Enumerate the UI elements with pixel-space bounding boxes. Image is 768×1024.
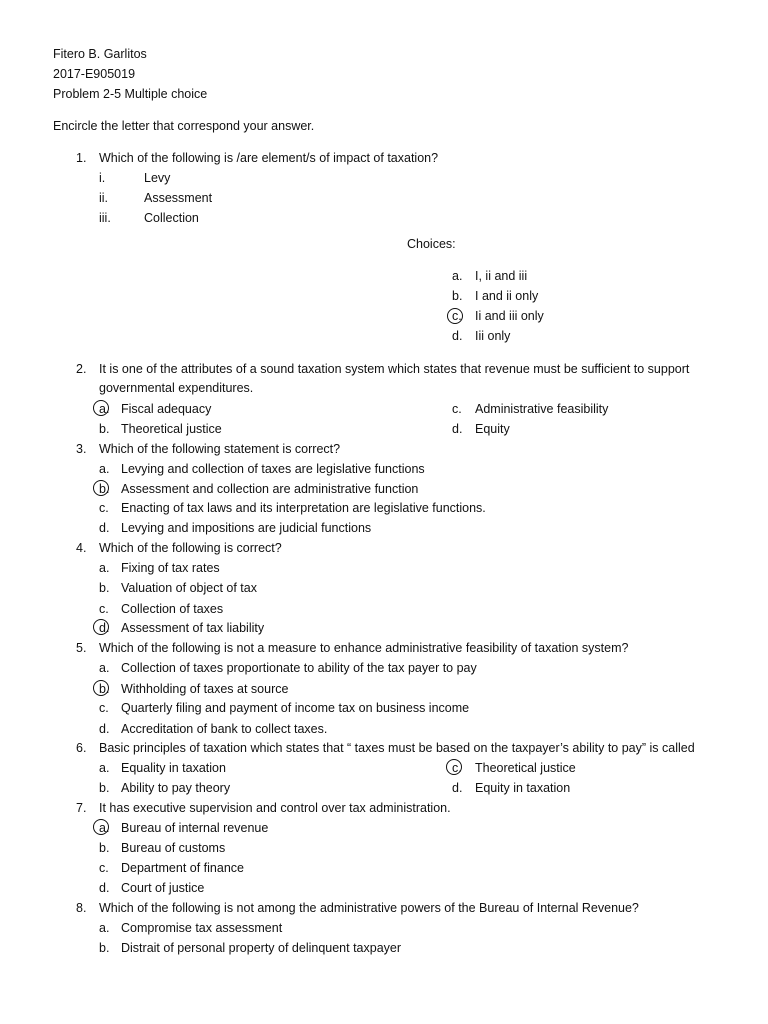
option-text: Court of justice [121,881,205,895]
option-letter[interactable]: a. [452,269,463,283]
question-number: 6. [76,741,87,755]
option-text: Compromise tax assessment [121,921,283,935]
option-letter[interactable]: c. [99,501,109,515]
question-number: 3. [76,442,87,456]
option-text: Department of finance [121,861,244,875]
option-text: I and ii only [475,289,539,303]
option-text: Fiscal adequacy [121,402,212,416]
question-number: 5. [76,641,87,655]
option-letter[interactable]: d. [99,722,110,736]
option-text: I, ii and iii [475,269,528,283]
option-letter[interactable]: a. [99,462,110,476]
option-text: Accreditation of bank to collect taxes. [121,722,328,736]
option-text: Ability to pay theory [121,781,231,795]
option-letter[interactable]: a. [99,821,110,835]
sub-item-label: i. [99,171,106,185]
option-text: Assessment and collection are administrative function [121,482,419,496]
option-text: Theoretical justice [121,422,222,436]
student-id: 2017-E905019 [53,67,136,81]
question-text: It is one of the attributes of a sound taxation system which states that revenue must be sufficient to support [99,362,690,376]
question-number: 1. [76,151,87,165]
question-text: Which of the following is not a measure to enhance administrative feasibility of taxation system? [99,641,629,655]
option-text: Theoretical justice [475,761,576,775]
question-number: 7. [76,801,87,815]
question-text: Which of the following is not among the administrative powers of the Bureau of Internal Revenue? [99,901,639,915]
question-number: 4. [76,541,87,555]
option-text: Collection of taxes proportionate to ability of the tax payer to pay [121,661,477,675]
question-text: Basic principles of taxation which states that “ taxes must be based on the taxpayer’s ability to pay” is called [99,741,695,755]
option-text: Bureau of internal revenue [121,821,269,835]
option-text: Equality in taxation [121,761,226,775]
sub-item-text: Collection [144,211,199,225]
option-letter[interactable]: a. [99,402,110,416]
option-text: Collection of taxes [121,602,224,616]
option-letter[interactable]: c. [452,402,462,416]
sub-item-label: iii. [99,211,111,225]
instruction-text: Encircle the letter that correspond your answer. [53,119,315,133]
option-letter[interactable]: b. [99,941,110,955]
option-text: Enacting of tax laws and its interpretation are legislative functions. [121,501,486,515]
option-text: Equity [475,422,510,436]
sub-item-label: ii. [99,191,109,205]
option-letter[interactable]: d. [99,881,110,895]
sub-item-text: Assessment [144,191,213,205]
option-text: Iii only [475,329,511,343]
question-text: governmental expenditures. [99,381,254,395]
option-letter[interactable]: b. [99,781,110,795]
option-letter[interactable]: d. [99,621,110,635]
question-text: Which of the following is /are element/s of impact of taxation? [99,151,439,165]
sub-item-text: Levy [144,171,171,185]
option-text: Levying and impositions are judicial functions [121,521,372,535]
option-text: Assessment of tax liability [121,621,265,635]
option-letter[interactable]: a. [99,761,110,775]
option-letter[interactable]: c. [99,861,109,875]
question-number: 2. [76,362,87,376]
question-text: Which of the following is correct? [99,541,282,555]
option-text: Equity in taxation [475,781,571,795]
option-letter[interactable]: b. [99,682,110,696]
option-text: Valuation of object of tax [121,581,257,595]
option-letter[interactable]: b. [99,422,110,436]
option-letter[interactable]: b. [452,289,463,303]
option-letter[interactable]: c. [99,701,109,715]
option-text: Administrative feasibility [475,402,609,416]
option-letter[interactable]: d. [452,422,463,436]
student-name: Fitero B. Garlitos [53,47,147,61]
option-text: Withholding of taxes at source [121,682,289,696]
option-text: Distrait of personal property of delinquent taxpayer [121,941,402,955]
option-text: Levying and collection of taxes are legislative functions [121,462,425,476]
option-letter[interactable]: c. [99,602,109,616]
option-letter[interactable]: a. [99,661,110,675]
option-letter[interactable]: d. [452,329,463,343]
option-letter[interactable]: c. [452,309,462,323]
option-letter[interactable]: c. [452,761,462,775]
option-letter[interactable]: b. [99,581,110,595]
option-text: Fixing of tax rates [121,561,220,575]
option-text: Quarterly filing and payment of income tax on business income [121,701,470,715]
problem-title: Problem 2-5 Multiple choice [53,87,208,101]
choices-heading: Choices: [407,237,456,251]
option-text: Ii and iii only [475,309,544,323]
option-text: Bureau of customs [121,841,226,855]
question-text: It has executive supervision and control over tax administration. [99,801,451,815]
option-letter[interactable]: a. [99,561,110,575]
option-letter[interactable]: d. [99,521,110,535]
option-letter[interactable]: b. [99,482,110,496]
option-letter[interactable]: b. [99,841,110,855]
question-text: Which of the following statement is correct? [99,442,341,456]
option-letter[interactable]: d. [452,781,463,795]
option-letter[interactable]: a. [99,921,110,935]
question-number: 8. [76,901,87,915]
